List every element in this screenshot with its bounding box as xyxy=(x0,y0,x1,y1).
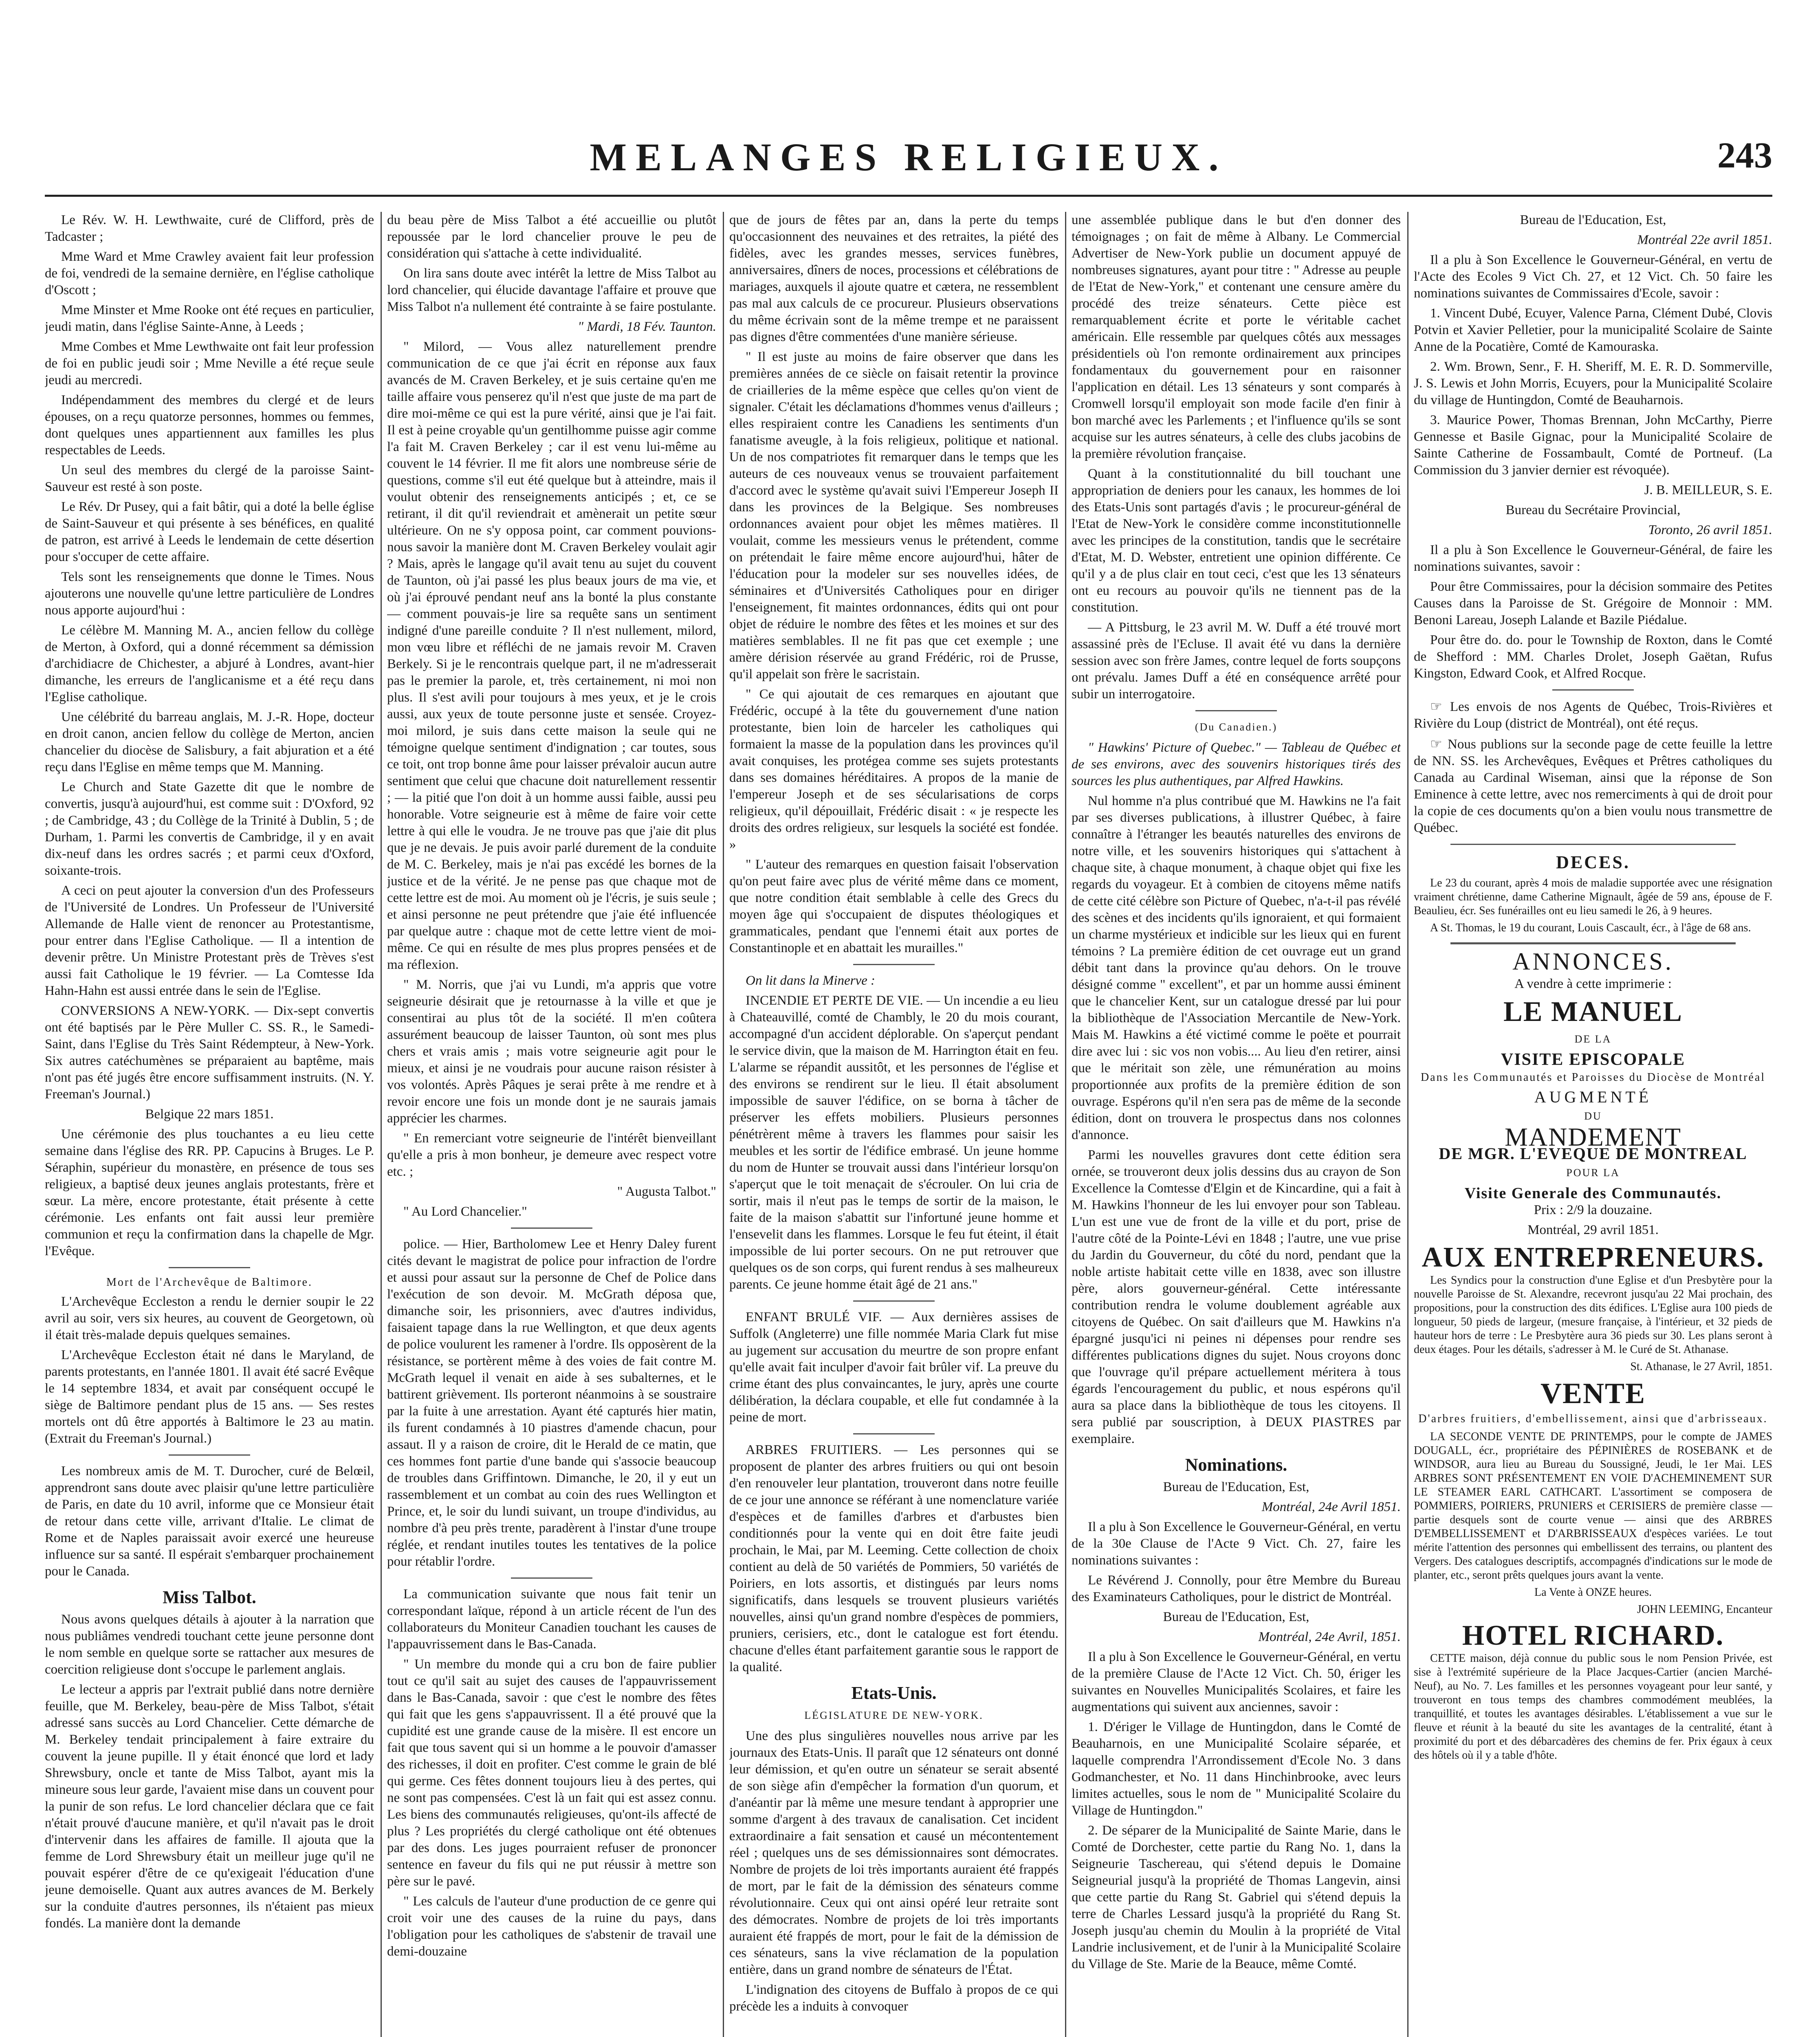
paragraph: " Au Lord Chancelier." xyxy=(403,1204,527,1219)
ad-line: POUR LA xyxy=(1566,1167,1620,1179)
paragraph xyxy=(1414,735,1772,836)
paragraph: CETTE maison, déjà connue du public sous le nom Pension Privée, est sise à l'extrémité supérieure de la Place Jacques-Cartier (ancien Marché-Neuf), au No. 7. Les familles et les personnes voyageant pour leur santé, y trouveront en tous temps des chambres commodément meublées, la tranquillité, et toutes les avantages désirables. L'établissement a vue sur le fleuve et réunit à la beauté du site les avantages de la centralité, étant à proximité du port et des débarcadères des chemins de fer. Prix égaux à ceux des hôtels où il y a table d'hôte. xyxy=(1414,1652,1772,1762)
header-rule xyxy=(45,195,1772,197)
paragraph: Les nombreux amis de M. T. Durocher, curé de Belœil, apprendront sans doute avec plaisir qu'une lettre particulière de Paris, en date du 10 avril, informe que ce Monsieur était de retour dans cette ville, arrivant d'Italie. Le climat de Rome et de Naples paraissait avoir exercé une heureuse influence sur sa santé. Il espérait s'embarquer prochainement pour le Canada. xyxy=(45,1464,374,1579)
pointing-hand-icon: ☞ xyxy=(1430,736,1448,752)
section-subheading: LÉGISLATURE DE NEW-YORK. xyxy=(804,1709,984,1721)
paragraph: Le célèbre M. Manning M. A., ancien fellow du collège de Merton, à Oxford, qui a donné récemment sa démission d'archidiacre de Chichester, a abjuré à Londres, avant-hier dimanche, les erreurs de l'anglicanisme et a été reçu dans l'Eglise catholique. xyxy=(45,623,374,704)
paragraph: Indépendamment des membres du clergé et de leurs épouses, on a reçu quatorze personnes, hommes ou femmes, dont quelques unes appartiennent aux familles les plus respectables de Leeds. xyxy=(45,393,374,458)
paragraph: Mme Combes et Mme Lewthwaite ont fait leur profession de foi en public jeudi soir ; Mme Neville a été reçue seule jeudi au mercredi. xyxy=(45,339,374,387)
paragraph: " Milord, — Vous allez naturellement prendre communication de ce que j'ai écrit en réponse aux faux avancés de M. Craven Berkeley, et je suis certaine qu'en me taille affaire vous penserez qu'il n'est que juste de ma part de dire moi-même ce qui est la pure vérité, ainsi que je l'ai fait. Il est à peine croyable qu'un gentilhomme puisse agir comme l'a fait M. Craven Berkeley ; car il est venu lui-même au couvent le 14 février. Il me fit alors une nombreuse série de questions, comme s'il eut été quelque but à atteindre, mais il voulut obtenir des renseignements anticipés ; et, ce se retirant, il dit qu'il reviendrait et amènerait un petite sœur ultérieure. On ne s'y opposa point, car comment pouvions-nous savoir la manière dont M. Craven Berkeley voulait agir ? Mais, après le langage qu'il avait tenu au sujet du couvent de Taunton, où j'ai passé les plus beaux jours de ma vie, et où j'ai éprouvé pendant neuf ans la bonté la plus constante — comment pouvais-je lire sa requête sans un sentiment indigné d'une pareille conduite ? Il n'est nullement, milord, mon vœu libre et réfléchi de ne jamais revoir M. Craven Berkely. Si je le rencontrais quelque part, il ne m'adresserait pas le premier la parole, et, très certainement, ni moi non plus. Il s'est avili pour toujours à mes yeux, et je le crois aussi, aux yeux de toute personne juste et sensée. Croyez-moi milord, je suis dans cette maison la seule qui ne témoigne quelque sentiment d'indignation ; car toutes, sous ce toit, ont trop bonne âme pour laisser prévaloir aucun autre sentiment que celui que chacune doit naturellement ressentir ; — la pitié que l'on doit à un homme aussi faible, aussi peu honorable. Votre seigneurie est à même de faire voir cette lettre à qui elle le voudra. Je ne trouve pas que j'aie dit plus que je ne devais. Je puis avoir parlé durement de la conduite de M. C. Berkeley, mais je n'ai pas excédé les bornes de la justice et de la vérité. Je ne pense pas que chaque mot de cette lettre est de moi. Au moment où je l'écris, je suis seule ; et ainsi personne ne peut prétendre que j'aie été influencée par quelque autre : chaque mot de cette lettre vient de moi-même. Ce qui en résulte de mes plus propres pensées et de ma réflexion. xyxy=(387,339,716,972)
paragraph: Il a plu à Son Excellence le Gouverneur-Général, en vertu de la première Clause de l'Acte 12 Vict. Ch. 50, ériger les suivantes en Nouvelles Municipalités Scolaires, et faire les augmentations qui suivent aux anciennes, savoir : xyxy=(1072,1650,1401,1714)
ad-line: A vendre à cette imprimerie : xyxy=(1514,977,1672,991)
section-heading: Miss Talbot. xyxy=(163,1587,256,1607)
source-credit: (Du Canadien.) xyxy=(1195,721,1278,733)
divider xyxy=(169,1267,250,1268)
paragraph: Mme Ward et Mme Crawley avaient fait leur profession de foi, vendredi de la semaine dernière, en l'église catholique d'Oscott ; xyxy=(45,249,374,297)
bureau-date: Montréal, 24e Avril 1851. xyxy=(1261,1500,1401,1514)
paragraph: Nul homme n'a plus contribué que M. Hawkins ne l'a fait par ses diverses publications, à illustrer Québec, à faire connaître à l'étranger les beautés naturelles des environs de notre ville, et les souvenirs historiques qui s'attachent à chaque site, à chaque monument, à chaque objet qui fixe les regards du voyageur. Et à combien de citoyens même natifs de cette cité célèbre son Picture of Quebec, n'a-t-il pas révélé des scènes et des incidents qu'ils ignoraient, et qui formaient un charme mystérieux et indicible sur les lieux qui en furent témoins ? La première édition de cet ouvrage eut un grand débit tant dans la province qu'au dehors. On le trouve désigné comme " excellent", et par un homme aussi éminent que le chancelier Kent, sur un catalogue dressé par lui pour la bibliothèque de l'Association Mercantile de New-York. Mais M. Hawkins a été victimé comme le poëte et pourrait dire avec lui : sic vos non vobis.... Au lieu d'en retirer, ainsi que le méritait son zèle, une rémunération au moins proportionnée aux profits de la première édition de son ouvrage. Espérons qu'il n'en sera pas de même de la seconde édition, dont on trouvera le prospectus dans nos colonnes d'annonce. xyxy=(1072,794,1401,1142)
dateline: Belgique 22 mars 1851. xyxy=(145,1107,274,1122)
notice-text: Nous publions sur la seconde page de cette feuille la lettre de NN. SS. les Archevêques, Evêques et Prêtres catholiques du Canada au Cardinal Wiseman, ainsi que la réponse de Son Eminence à cette lettre, avec nos remerciments à qui de droit pour la copie de ces documents qu'on a bien voulu nous transmettre de Québec. xyxy=(1414,737,1772,835)
column-3 xyxy=(729,212,1059,2037)
paragraph: ENFANT BRULÉ VIF. — Aux dernières assises de Suffolk (Angleterre) une fille nommée Maria Clark fut mise au jugement sur accusation du meurtre de son propre enfant qu'elle avait fait inculper d'avoir fait brûler vif. La preuve du crime étant des plus convaincantes, le jury, après une courte délibération, la déclara coupable, et elle fut condamnée à la peine de mort. xyxy=(729,1310,1059,1425)
paragraph: Une célébrité du barreau anglais, M. J.-R. Hope, docteur en droit canon, ancien fellow du collège de Merton, ancien chancelier du diocèse de Salisbury, a fait abjuration et a été reçu dans l'Eglise en même temps que M. Manning. xyxy=(45,710,374,774)
section-heading: Etats-Unis. xyxy=(851,1683,937,1703)
divider xyxy=(1450,942,1736,944)
divider xyxy=(1195,710,1277,711)
ad-line: La Vente à ONZE heures. xyxy=(1534,1586,1652,1599)
paragraph: CONVERSIONS A NEW-YORK. — Dix-sept convertis ont été baptisés par le Père Muller C. SS. R., le Samedi-Saint, dans l'Eglise du Très Saint Rédempteur, à New-York. Six autres catéchumènes se préparaient au baptême, mais n'ont pas été jugés être encore suffisamment instruits. (N. Y. Freeman's Journal.) xyxy=(45,1003,374,1102)
paragraph: " Hawkins' Picture of Quebec." — Tableau de Québec et de ses environs, avec des souvenirs historiques tirés des sources les plus authentiques, par Alfred Hawkins. xyxy=(1072,740,1401,788)
paragraph: On lit dans la Minerve : xyxy=(746,973,876,988)
paragraph: une assemblée publique dans le but d'en donner des témoignages ; on fait de même à Albany. Le Commercial Advertiser de New-York publie un document appuyé de nombreuses signatures, ayant pour titre : " Adresse au peuple de l'Etat de New-York," et contenant une censure amère du procédé des treize sénateurs. Cette pièce est remarquablement écrite et porte le véritable cachet américain. Elle ressemble par quelques côtés aux messages présidentiels où l'on remonte ordinairement aux principes fondamentaux du gouvernement pour en raisonner l'application en détail. Les 13 sénateurs y sont comparés à Cromwell lorsqu'il employait son mode facile d'en finir à bon marché avec les Parlements ; et l'influence qu'ils se sont acquise sur les autres sénateurs, à celle des clubs jacobins de la première révolution française. xyxy=(1072,213,1401,461)
paragraph: Il a plu à Son Excellence le Gouverneur-Général, en vertu de la 30e Clause de l'Acte 9 Vict. Ch. 27, faire les nominations suivantes : xyxy=(1072,1520,1401,1568)
paragraph: Quant à la constitutionnalité du bill touchant une appropriation de deniers pour les canaux, les hommes de loi des Etats-Unis sont partagés d'avis ; le procureur-général de l'Etat de New-York le considère comme inconstitutionnelle avec les principes de la constitution, tandis que le secrétaire d'Etat, M. D. Webster, entretient une opinion différente. Ce qu'il y a de plus clair en tout ceci, c'est que les 13 sénateurs ont eu recours au pouvoir qu'ils ne tiennent pas de la constitution. xyxy=(1072,466,1401,615)
paragraph: 2. De séparer de la Municipalité de Sainte Marie, dans le Comté de Dorchester, cette partie du Rang No. 1, dans la Seigneurie Taschereau, qui s'étend depuis le Domaine Seigneurial jusqu'à la propriété de Thomas Langevin, ainsi que cette partie du Rang St. Gabriel qui s'étend depuis la terre de Charles Lessard jusqu'à la propriété du Rang St. Joseph jusqu'au chemin du Moulin à la propriété de Vital Landrie inclusivement, et de l'unir à la Municipalité Scolaire du Village de Ste. Marie de la Beauce, même Comté. xyxy=(1072,1823,1401,1971)
bureau-line: Bureau de l'Education, Est, xyxy=(1520,213,1666,227)
paragraph: 2. Wm. Brown, Senr., F. H. Sheriff, M. E. R. D. Sommerville, J. S. Lewis et John Morris, Ecuyers, pour la Municipalité Scolaire du village de Huntingdon, Comté de Beauharnois. xyxy=(1414,359,1772,407)
paragraph: que de jours de fêtes par an, dans la perte du temps qu'occasionnent des neuvaines et des retraites, la piété des fidèles, avec les grandes messes, services funèbres, anniversaires, dîners de noces, processions et célébrations de mariages, auxquels il ajoute quatre et cætera, ne ressemblent pas mal aux calculs de ce procureur. Plusieurs observations du même écrivain sont de la même trempe et ne paraissent pas dignes d'être commentées d'une manière sérieuse. xyxy=(729,213,1059,344)
ad-date: St. Athanase, le 27 Avril, 1851. xyxy=(1630,1360,1772,1373)
ad-date: Montréal, 29 avril 1851. xyxy=(1527,1223,1659,1237)
section-heading: Nominations. xyxy=(1185,1455,1287,1475)
paragraph: A ceci on peut ajouter la conversion d'un des Professeurs de l'Université de Londres. Un Professeur de l'Université Allemande de Halle vient de renoncer au Protestantisme, pour entrer dans l'Eglise Catholique. — Il a intention de devenir prêtre. Un Ministre Protestant près de Trèves s'est aussi fait Catholique le 19 février. — La Comtesse Ida Hahn-Hahn est aussi entrée dans le sein de l'Eglise. xyxy=(45,883,374,998)
divider xyxy=(511,1227,592,1229)
divider xyxy=(511,1577,592,1579)
page-number: 243 xyxy=(1717,135,1772,176)
signature: JOHN LEEMING, Encanteur xyxy=(1637,1603,1772,1616)
ad-title: VISITE EPISCOPALE xyxy=(1501,1050,1686,1069)
divider xyxy=(1552,689,1634,691)
section-heading: DECES. xyxy=(1556,852,1630,872)
paragraph: 1. D'ériger le Village de Huntingdon, dans le Comté de Beauharnois, en une Municipalité Scolaire séparée, et laquelle comprendra l'Arrondissement d'Ecole No. 3 dans Godmanchester, et No. 11 dans Hinchinbrooke, avec leurs limites actuelles, sous le nom de " Municipalité Scolaire du Village de Huntingdon." xyxy=(1072,1720,1401,1818)
column-divider xyxy=(1407,212,1408,2037)
paragraph: " L'auteur des remarques en question faisait l'observation qu'on peut faire avec plus de vérité même dans ce moment, que notre condition était semblable à celle des Grecs du moyen âge qui s'occupaient de disputes théologiques et grammaticales, pendant que l'ennemi était aux portes de Constantinople et en abattait les murailles." xyxy=(729,857,1059,955)
bureau-date: Toronto, 26 avril 1851. xyxy=(1648,523,1772,537)
paragraph: du beau père de Miss Talbot a été accueillie ou plutôt repoussée par le lord chancelier prouve le peu de considération qui s'attache à cette individualité. xyxy=(387,213,716,261)
paragraph: Le lecteur a appris par l'extrait publié dans notre dernière feuille, que M. Berkeley, beau-père de Miss Talbot, s'était adressé sans succès au Lord Chancelier. Cette démarche de M. Berkeley tendait principalement à faire extraire du couvent la jeune pupille. Il y était énoncé que lord et lady Shrewsbury, oncle et tante de Miss Talbot, ayant mis la mineure sous leur garde, l'avaient mise dans un couvent pour la punir de son refus. Le lord chancelier déclara que ce fait n'était prouvé d'aucune manière, et qu'il n'avait pas le droit d'intervenir dans les affaires de famille. Il ajouta que la femme de Lord Shrewsbury était un meilleur juge qu'il ne pouvait espérer d'être de ce qu'exigeait l'éducation d'une jeune demoiselle. Quant aux autres avances de M. Berkely sur la conduite d'autres personnes, ils n'étaient pas mieux fondés. La manière dont la demande xyxy=(45,1682,374,1931)
bureau-date: Montréal, 24e Avril, 1851. xyxy=(1258,1630,1401,1644)
column-divider xyxy=(723,212,724,2037)
ad-title: Visite Generale des Communautés. xyxy=(1464,1185,1722,1202)
paragraph: A St. Thomas, le 19 du courant, Louis Cascault, écr., à l'âge de 68 ans. xyxy=(1430,922,1751,934)
bureau-line: Bureau du Secrétaire Provincial, xyxy=(1505,503,1681,517)
paragraph: Pour être do. do. pour le Township de Roxton, dans le Comté de Shefford : MM. Charles Drolet, Joseph Gaëtan, Rufus Kingston, Edward Cook, et Alfred Rocque. xyxy=(1414,633,1772,681)
ad-title: AUX ENTREPRENEURS. xyxy=(1422,1242,1765,1273)
section-heading: ANNONCES. xyxy=(1512,948,1674,975)
notice-text: Les envois de nos Agents de Québec, Trois-Rivières et Rivière du Loup (district de Montréal), ont été reçus. xyxy=(1414,700,1772,731)
column-divider xyxy=(1065,212,1066,2037)
divider xyxy=(169,1454,250,1456)
divider xyxy=(853,964,935,965)
paragraph: L'Archevêque Eccleston était né dans le Maryland, de parents protestants, en l'année 1801. Il avait été sacré Evêque le 14 septembre 1834, et avait par conséquent occupé le siège de Baltimore pendant plus de 15 ans. — Ses restes mortels ont dû être apportés à Baltimore le 23 au matin. (Extrait du Freeman's Journal.) xyxy=(45,1348,374,1446)
divider xyxy=(853,1433,935,1434)
paragraph: Pour être Commissaires, pour la décision sommaire des Petites Causes dans la Paroisse de St. Grégoire de Monnoir : MM. Benoni Lareau, Joseph Lalande et Bazile Piédalue. xyxy=(1414,579,1772,627)
newspaper-title: MELANGES RELIGIEUX. xyxy=(590,135,1228,179)
paragraph: ARBRES FRUITIERS. — Les personnes qui se proposent de planter des arbres fruitiers ou qui ont besoin d'en renouveler leur plantation, trouveront dans notre feuille de ce jour une annonce se référant à une nomenclature variée d'espèces et de familles d'arbres et d'arbustes bien conditionnés pour la vente qui en doit être faite jeudi prochain, le Mai, par M. Leeming. Cette collection de choix contient au delà de 50 variétés de Pommiers, 50 variétés de Poiriers, en lots assortis, et distingués par leurs noms significatifs, dans lesquels se trouvent plusieurs variétés nouvelles, ainsi qu'un grand nombre d'espèces de pommiers, pruniers, cerisiers, etc., dont le catalogue est fort étendu. chacune d'elles étant parfaitement garantie sous le rapport de la qualité. xyxy=(729,1443,1059,1674)
paragraph: Une cérémonie des plus touchantes a eu lieu cette semaine dans l'église des RR. PP. Capucins à Bruges. Le P. Séraphin, supérieur du monastère, en présence de tous ses religieux, a baptisé deux jeunes anglais protestants, frère et sœur. La mère, encore protestante, était présente à cette cérémonie. Les enfants ont fait aussi leur première communion et reçu la confirmation dans la chapelle de Mgr. l'Evêque. xyxy=(45,1127,374,1258)
paragraph xyxy=(1414,698,1772,732)
paragraph: " Un membre du monde qui a cru bon de faire publier tout ce qu'il sait au sujet des causes de l'appauvrissement dans le Bas-Canada, savoir : que c'est le nombre des fêtes qui fait que les gens s'appauvrissent. Il a été prouvé que la cupidité est une grande cause de la misère. Il est encore un fait que tous savent qui si un homme a le pouvoir d'amasser des richesses, il doit en profiter. C'est comme le grain de blé qui germe. Ces fêtes donnent toujours lieu à des pertes, qui ne sont pas compensées. C'est là un fait qui est assez connu. Les biens des communautés religieuses, qu'ont-ils affecté de plus ? Les propriétés du clergé catholique ont été obtenues par des dons. Les juges pourraient refuser de prononcer sentence en faveur du fils qui ne put réussir à mettre son père sur le pavé. xyxy=(387,1657,716,1889)
paragraph: Une des plus singulières nouvelles nous arrive par les journaux des Etats-Unis. Il paraît que 12 sénateurs ont donné leur démission, et qu'en outre un sénateur se serait absenté de son siège afin d'empêcher la formation d'un quorum, et d'anéantir par là même une mesure tendant à approprier une somme d'argent à des travaux de canalisation. Cet incident extraordinaire a fait sensation et causé un mécontentement réel ; quelques uns de ses démissionnaires sont démocrates. Nombre de projets de loi très importants auraient été frappés de mort, par le fait de la démission des sénateurs comme révolutionnaire. Ceux qui ont ainsi opéré leur retraite sont des démocrates. Nombre de projets de loi très importants auraient été frappés de mort, pour le fait de la démission de ces sénateurs, sans la vive réclamation de la population entière, dans un grand nombre de sénateurs de l'État. xyxy=(729,1729,1059,1977)
bureau-line: Bureau de l'Education, Est, xyxy=(1163,1480,1309,1494)
paragraph: Le Rév. Dr Pusey, qui a fait bâtir, qui a doté la belle église de Saint-Sauveur et qui présente à ses bénéfices, en qualité de patron, est arrivé à Leeds le lendemain de cette désertion pour s'occuper de cette affaire. xyxy=(45,499,374,564)
paragraph: Nous avons quelques détails à ajouter à la narration que nous publiâmes vendredi touchant cette jeune personne dont le nom semble en quelque sorte se rattacher aux mesures de coercition religieuse dont s'occupe le parlement anglais. xyxy=(45,1612,374,1677)
ad-title: HOTEL RICHARD. xyxy=(1462,1620,1724,1651)
paragraph: " M. Norris, que j'ai vu Lundi, m'a appris que votre seigneurie désirait que je retournasse à la ville et que je consentirai au plus tôt de la société. Il m'en coûtera assurément beaucoup de laisser Taunton, où sont mes plus chers et vrais amis ; mais votre seigneurie agit pour le mieux, et ainsi je ne voudrais pour aucune raison résister à vos volontés. Après Pâques je serai prête à me rendre et à revoir encore une fois un monde dont je ne saurais jamais apprécier les charmes. xyxy=(387,977,716,1126)
section-heading: Mort de l'Archevêque de Baltimore. xyxy=(106,1276,313,1289)
paragraph: L'Archevêque Eccleston a rendu le dernier soupir le 22 avril au soir, vers six heures, au couvent de Georgetown, où il était très-malade depuis quelques semaines. xyxy=(45,1294,374,1342)
ad-line: Dans les Communautés et Paroisses du Diocèse de Montréal xyxy=(1420,1071,1766,1084)
column-5 xyxy=(1414,212,1772,2037)
signature: " Augusta Talbot." xyxy=(617,1184,716,1199)
paragraph: LA SECONDE VENTE DE PRINTEMPS, pour le compte de JAMES DOUGALL, écr., propriétaire des PÉPINIÈRES de ROSEBANK et de WINDSOR, aura lieu au Bureau du Soussigné, Jeudi, le 1er Mai. LES ARBRES SONT PRÉSENTEMENT EN VOIE D'ACHEMINEMENT SUR LE STEAMER EARL CATHCART. L'assortiment se composera de POMMIERS, POIRIERS, PRUNIERS et CERISIERS de première classe — partie desquels sont de courte venue — ainsi que des ARBRES D'EMBELLISSEMENT et D'ARBRISSEAUX d'espèces variées. Le tout mérite l'attention des personnes qui embellissent des terrains, ou plantent des Vergers. Des catalogues descriptifs, accompagnés d'indications sur le mode de planter, etc., seront prêts quelques jours avant la vente. xyxy=(1414,1430,1772,1582)
paragraph: Le Révérend J. Connolly, pour être Membre du Bureau des Examinateurs Catholiques, pour le district de Montréal. xyxy=(1072,1573,1401,1604)
paragraph: Le Rév. W. H. Lewthwaite, curé de Clifford, près de Tadcaster ; xyxy=(45,213,374,244)
ad-title: MANDEMENT xyxy=(1505,1122,1681,1151)
pointing-hand-icon: ☞ xyxy=(1430,698,1450,714)
paragraph: " Il est juste au moins de faire observer que dans les premières années de ce siècle on faisait retentir la province de criailleries de la même espèce que celles qu'on vient de signaler. C'était les déclamations d'hommes venus d'ailleurs ; elles respiraient contre les Canadiens les sentiments d'un fanatisme aveugle, à la fois religieux, politique et national. Un de nos compatriotes fit remarquer dans le temps que les auteurs de ces nouveaux venus se trouvaient parfaitement d'accord avec le système qu'avait suivi l'Empereur Joseph II dans les provinces de la Belgique. Ses nombreuses ordonnances avaient pour objet les mêmes matières. Il voulait, comme les messieurs venus le prétendent, comme on prétendait le faire même encore aujourd'hui, hâter de l'éducation pour la modeler sur ses nouvelles idées, de séminaires et d'Universités Catholiques pour en diriger l'enseignement, fit maintes ordonnances, édits qui ont pour objet de réduire le nombre des fêtes et les moines et sur des matières semblables. Il ne fit pas que cet exemple ; une amère dérision réservée au grand Frédéric, roi de Prusse, qu'il appelait son frère le sacristain. xyxy=(729,350,1059,682)
ad-title: LE MANUEL xyxy=(1503,996,1683,1027)
paragraph: Un seul des membres du clergé de la paroisse Saint-Sauveur est resté à son poste. xyxy=(45,463,374,494)
bureau-line: Bureau de l'Education, Est, xyxy=(1163,1610,1309,1624)
paragraph: La communication suivante que nous fait tenir un correspondant laïque, répond à un article récent de l'un des collaborateurs du Moniteur Canadien touchant les causes de l'appauvrissement dans le Bas-Canada. xyxy=(387,1587,716,1652)
paragraph: Il a plu à Son Excellence le Gouverneur-Général, en vertu de l'Acte des Ecoles 9 Vict Ch. 27, et 12 Vict. Ch. 50 faire les nominations suivantes de Commissaires d'Ecole, savoir : xyxy=(1414,253,1772,301)
paragraph: Mme Minster et Mme Rooke ont été reçues en particulier, jeudi matin, dans l'église Sainte-Anne, à Leeds ; xyxy=(45,303,374,334)
paragraph: " Ce qui ajoutait de ces remarques en ajoutant que Frédéric, occupé à la tête du gouvernement d'une nation protestante, bien loin de harceler les catholiques qui formaient la masse de la population dans les provinces qu'il avait conquises, les protégea comme ses sujets protestants dans ses domaines héréditaires. A propos de la manie de l'empereur Joseph et de ses sécularisations de corps religieux, qu'il dépouillait, Frédéric disait : « je respecte les droits des ordres religieux, sur lesquels la société est fondée. » xyxy=(729,687,1059,852)
column-1 xyxy=(45,212,374,2037)
paragraph: 3. Maurice Power, Thomas Brennan, John McCarthy, Pierre Gennesse et Basile Gignac, pour la Municipalité Scolaire de Sainte Catherine de Fossambault, Comté de Portneuf. (La Commission du 3 janvier dernier est révoquée). xyxy=(1414,413,1772,477)
paragraph: Tels sont les renseignements que donne le Times. Nous ajouterons une nouvelle qu'une lettre particulière de Londres nous apporte aujourd'hui : xyxy=(45,570,374,618)
paragraph: INCENDIE ET PERTE DE VIE. — Un incendie a eu lieu à Chateauvillé, comté de Chambly, le 20 du mois courant, accompagné d'un accident déplorable. On s'aperçut pendant le service divin, que la maison de M. Harrington était en feu. L'alarme se répandit aussitôt, et les personnes de l'église et des environs se rendirent sur le lieu. Il était absolument impossible de sauver l'édifice, on se borna à tâcher de préserver les effets mobiliers. Plusieurs personnes pénétrèrent même à travers les flammes pour saisir les meubles et les sortir de l'édifice embrasé. Un jeune homme du nom de Hunter se trouvait aussi dans l'intérieur lorsqu'on s'aperçut que le toit menaçait de s'écrouler. On lui cria de sortir, mais il n'eut pas le temps de sortir de la maison, le faite de la maison s'abattit sur l'infortuné jeune homme et l'ensevelit dans les flammes. Lorsque le feu fut éteint, il était impossible de lui porter secours. On ne put retrouver que quelques os de son corps, qui furent rendus à ses malheureux parents. Ce jeune homme était âgé de 21 ans." xyxy=(729,993,1059,1292)
bureau-date: Montréal 22e avril 1851. xyxy=(1637,233,1772,247)
letter-date: " Mardi, 18 Fév. Taunton. xyxy=(578,319,716,334)
ad-subtitle: D'arbres fruitiers, d'embellissement, ainsi que d'arbrisseaux. xyxy=(1418,1412,1768,1425)
column-2 xyxy=(387,212,716,2037)
paragraph: 1. Vincent Dubé, Ecuyer, Valence Parna, Clément Dubé, Clovis Potvin et Xavier Pelletier, pour la municipalité Scolaire de Sainte Anne de la Pocatière, Comté de Kamouraska. xyxy=(1414,306,1772,354)
ad-title: AUGMENTÉ xyxy=(1534,1088,1652,1106)
paragraph: — A Pittsburg, le 23 avril M. W. Duff a été trouvé mort assassiné près de l'Ecluse. Il avait été vu dans la dernière session avec son frère James, contre lequel de forts soupçons ont prévalu. James Duff a été en conséquence arrêté pour subir un interrogatoire. xyxy=(1072,620,1401,702)
paragraph: Le 23 du courant, après 4 mois de maladie supportée avec une résignation vraiment chrétienne, dame Catherine Mignault, âgée de 59 ans, épouse de F. Beaulieu, écr. Ses funérailles ont eu lieu samedi le 26, à 9 heures. xyxy=(1414,877,1772,917)
paragraph: L'indignation des citoyens de Buffalo à propos de ce qui précède les a induits à convoquer xyxy=(729,1982,1059,2014)
paragraph: Les Syndics pour la construction d'une Eglise et d'un Presbytère pour la nouvelle Paroisse de St. Alexandre, recevront jusqu'au 22 Mai prochain, des propositions, pour la construction des dits édifices. L'Eglise aura 100 pieds de longueur, 50 pieds de largeur, (mesure française, à l'intérieur, et 32 pieds de hauteur hors de terre : Le Presbytère aura 36 pieds sur 30. Les plans seront à deux étages. Pour les détails, s'adresser à M. le Curé de St. Athanase. xyxy=(1414,1274,1772,1356)
paragraph: Parmi les nouvelles gravures dont cette édition sera ornée, se trouveront deux jolis dessins dus au crayon de Son Excellence la Comtesse d'Elgin et de Kincardine, qui a fait à M. Hawkins l'honneur de les lui envoyer pour son Tableau. L'un est une vue de front de la ville et du port, prise de l'autre côté de la Pointe-Lévi en 1848 ; l'autre, une vue prise du Jardin du Gouverneur, du côté du nord, pendant que la noble artiste habitait cette ville en 1838, avec son illustre père, alors gouverneur-général. Cette intéressante contribution rendra le volume doublement agréable aux citoyens de Québec. On sait d'ailleurs que M. Hawkins n'a épargné jusqu'ici ni peines ni dépenses pour rendre ses différentes publications dignes du sujet. Nous croyons donc que l'ouvrage qu'il prépare actuellement méritera à tous égards l'encouragement du public, et nous espérons qu'il aura sa place dans la bibliothèque de tous les citoyens. Il sera publié par souscription, à DEUX PIASTRES par exemplaire. xyxy=(1072,1148,1401,1446)
column-4 xyxy=(1072,212,1401,2037)
column-divider xyxy=(381,212,382,2037)
masthead xyxy=(45,134,1772,183)
columns-container xyxy=(45,212,1772,2037)
paragraph: police. — Hier, Bartholomew Lee et Henry Daley furent cités devant le magistrat de police pour infraction de l'ordre et aussi pour assaut sur la personne de Chef de Police dans l'exécution de son devoir. M. McGrath déposa que, dimanche soir, les prisonniers, avec d'autres individus, faisaient tapage dans la rue Wellington, et que deux agents de police voulurent les ramener à l'ordre. Ils opposèrent de la résistance, se portèrent même à des voies de fait contre M. McGrath lequel il venait en aide à ses subalternes, et le battirent grièvement. Ils porteront néanmoins à se soustraire par la fuite à une arrestation. Ayant été capturés hier matin, ils furent condamnés à 10 piastres d'amende chacun, pour assaut. Il y a raison de croire, dit le Herald de ce matin, que ces hommes font partie d'une bande qui s'associe beaucoup de troubles dans Griffintown. Dimanche, le 20, il y eut un rassemblement et un combat au coin des rues Wellington et Prince, et, le soir du lundi suivant, un troupe d'individus, au nombre d'à peu près trente, paradèrent à l'instar d'une troupe réglée, et rendant inutiles toutes les tentatives de la police pour rétablir l'ordre. xyxy=(387,1237,716,1569)
ad-line: DU xyxy=(1584,1110,1602,1122)
ad-title: VENTE xyxy=(1540,1377,1646,1410)
paragraph: Le Church and State Gazette dit que le nombre de convertis, jusqu'à aujourd'hui, est comme suit : D'Oxford, 92 ; de Cambridge, 43 ; du Collège de la Trinité à Dublin, 5 ; de Durham, 1. Parmi les convertis de Cambridge, il y en avait dix-neuf dans les ordres sacrés ; et parmi ceux d'Oxford, soixante-trois. xyxy=(45,780,374,878)
paragraph: " Les calculs de l'auteur d'une production de ce genre qui croit voir une des causes de la ruine du pays, dans l'obligation pour les catholiques de s'abstenir de travail une demi-douzaine xyxy=(387,1894,716,1959)
divider xyxy=(853,1300,935,1302)
price: Prix : 2/9 la douzaine. xyxy=(1534,1203,1653,1217)
paragraph: On lira sans doute avec intérêt la lettre de Miss Talbot au lord chancelier, qui élucide davantage l'affaire et prouve que Miss Talbot n'a nullement été contrainte à se faire postulante. xyxy=(387,266,716,314)
divider xyxy=(1450,844,1736,845)
paragraph: " En remerciant votre seigneurie de l'intérêt bienveillant qu'elle a pris à mon bonheur, je demeure avec respect votre etc. ; xyxy=(387,1131,716,1179)
signature: J. B. MEILLEUR, S. E. xyxy=(1644,483,1772,497)
ad-line: DE LA xyxy=(1574,1033,1612,1045)
paragraph: Il a plu à Son Excellence le Gouverneur-Général, de faire les nominations suivantes, savoir : xyxy=(1414,543,1772,574)
ad-title: DE MGR. L'EVEQUE DE MONTREAL xyxy=(1439,1144,1747,1163)
